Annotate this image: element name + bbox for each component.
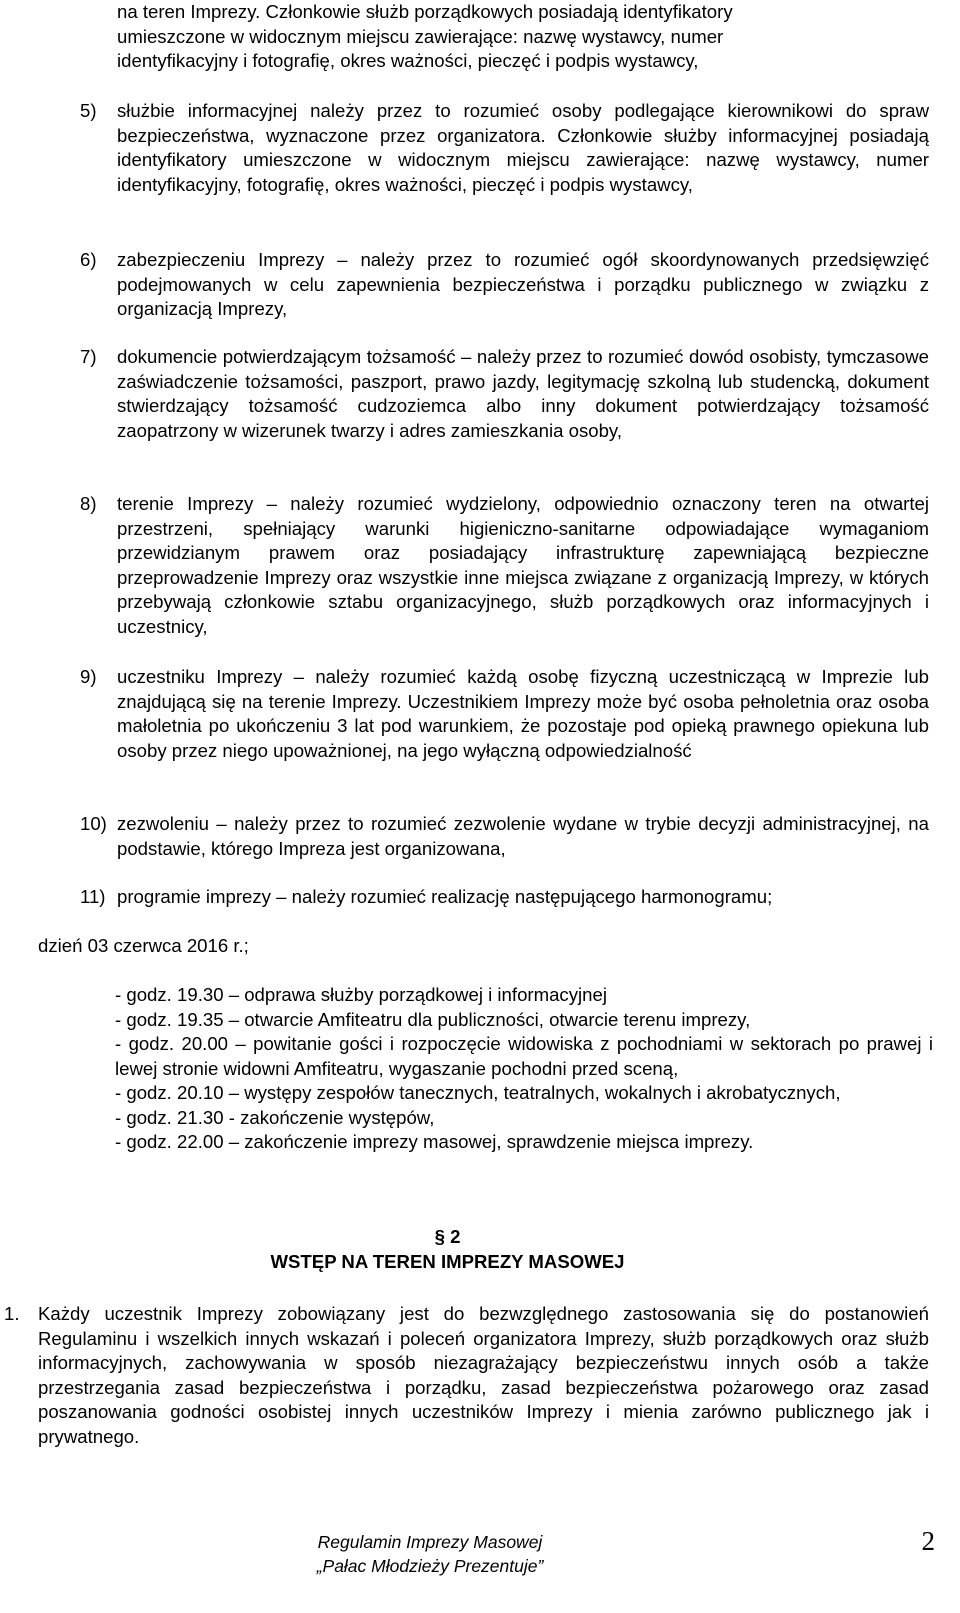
item-number: 7) bbox=[80, 346, 97, 367]
schedule-item: - godz. 20.10 – występy zespołów tanecznych, teatralnych, wokalnych i akrobatycznych, bbox=[115, 1082, 841, 1103]
schedule-item: - godz. 19.35 – otwarcie Amfiteatru dla publiczności, otwarcie terenu imprezy, bbox=[115, 1008, 751, 1030]
text-line: umieszczone w widocznym miejscu zawierające: nazwę wystawcy, numer bbox=[117, 25, 724, 47]
section-symbol: § 2 bbox=[434, 1226, 461, 1247]
definition-text: zezwoleniu – należy przez to rozumieć zezwolenie wydane w trybie decyzji administracyjnej, na podstawie, którego Impreza jest organizowana, bbox=[117, 813, 929, 859]
footer-title: Regulamin Imprezy Masowej bbox=[317, 1532, 543, 1552]
definition-text: uczestniku Imprezy – należy rozumieć każdą osobę fizyczną uczestniczącą w Imprezie lub znajdującą się na terenie Imprezy. Uczestnikiem Imprezy może być osoba pełnoletnia oraz osoba małoletnia po ukończeniu 3 lat pod warunkiem, że pozostaje pod opieką prawnego opiekuna lub osoby przez niego upoważnionej, na jego wyłączną odpowiedzialność bbox=[117, 666, 929, 761]
schedule-item: - godz. 22.00 – zakończenie imprezy masowej, sprawdzenie miejsca imprezy. bbox=[115, 1131, 754, 1152]
item-number: 5) bbox=[80, 100, 97, 121]
text-line: na teren Imprezy. Członkowie służb porządkowych posiadają identyfikatory bbox=[117, 1, 733, 22]
definition-text: dokumencie potwierdzającym tożsamość – należy przez to rozumieć dowód osobisty, tymczasowe zaświadczenie tożsamości, paszport, prawo jazdy, legitymację szkolną lub studencką, dokument stwierdzający tożsamość cudzoziemca albo inny dokument potwierdzający tożsamość zaopatrzony w wizerunek twarzy i adres zamieszkania osoby, bbox=[117, 346, 929, 441]
text-line: identyfikacyjny i fotografię, okres ważności, pieczęć i podpis wystawcy, bbox=[117, 50, 699, 71]
item-number: 10) bbox=[80, 813, 107, 834]
definition-text: służbie informacyjnej należy przez to rozumieć osoby podlegające kierownikowi do spraw bezpieczeństwa, wyznaczone przez organizatora. Członkowie służby informacyjnej posiadają identyfikatory umieszczone w widocznym miejscu zawierające: nazwę wystawcy, numer identyfikacyjny, fotografię, okres ważności, pieczęć i podpis wystawcy, bbox=[117, 100, 929, 195]
item-number: 8) bbox=[80, 493, 97, 514]
definition-text: programie imprezy – należy rozumieć realizację następującego harmonogramu; bbox=[117, 886, 773, 907]
section-title: WSTĘP NA TEREN IMPREZY MASOWEJ bbox=[270, 1251, 625, 1272]
continuation-paragraph bbox=[117, 0, 929, 74]
item-number: 11) bbox=[80, 886, 106, 907]
definition-text: terenie Imprezy – należy rozumieć wydzielony, odpowiednio oznaczony teren na otwartej przestrzeni, spełniający warunki higieniczno-sanitarne odpowiadające wymaganiom przewidzianym prawem oraz posiadający infrastrukturę zapewniającą bezpieczne przeprowadzenie Imprezy oraz wszystkie inne miejsca związane z organizacją Imprezy, w których przebywają członkowie sztabu organizacyjnego, służb porządkowych oraz informacyjnych i uczestnicy, bbox=[117, 493, 929, 637]
schedule-item: - godz. 19.30 – odprawa służby porządkowej i informacyjnej bbox=[115, 984, 607, 1005]
footer-subtitle: „Pałac Młodzieży Prezentuje” bbox=[316, 1556, 544, 1576]
schedule-list bbox=[115, 983, 933, 1155]
definition-text: zabezpieczeniu Imprezy – należy przez to rozumieć ogół skoordynowanych przedsięwzięć podejmowanych w celu zapewnienia bezpieczeństwa i porządku publicznego w związku z organizacją Imprezy, bbox=[117, 249, 929, 319]
page-number: 2 bbox=[921, 1526, 935, 1556]
rule-text: Każdy uczestnik Imprezy zobowiązany jest do bezwzględnego zastosowania się do postanowień Regulaminu i wszelkich innych wskazań i poleceń organizatora Imprezy, służb porządkowych oraz służb informacyjnych, zachowywania w sposób niezagrażający bezpieczeństwu innych osób a także przestrzegania zasad bezpieczeństwa i porządku, zasad bezpieczeństwa pożarowego oraz zasad poszanowania godności osobistej innych uczestników Imprezy i mienia zarówno publicznego jak i prywatnego. bbox=[38, 1303, 929, 1447]
rule-number: 1. bbox=[4, 1303, 20, 1324]
schedule-date: dzień 03 czerwca 2016 r.; bbox=[38, 935, 249, 956]
item-number: 9) bbox=[80, 666, 97, 687]
schedule-item: - godz. 20.00 – powitanie gości i rozpoczęcie widowiska z pochodniami w sektorach po prawej i lewej stronie widowni Amfiteatru, wygaszanie pochodni przed sceną, bbox=[115, 1033, 933, 1079]
item-number: 6) bbox=[80, 249, 97, 270]
schedule-item: - godz. 21.30 - zakończenie występów, bbox=[115, 1106, 435, 1128]
